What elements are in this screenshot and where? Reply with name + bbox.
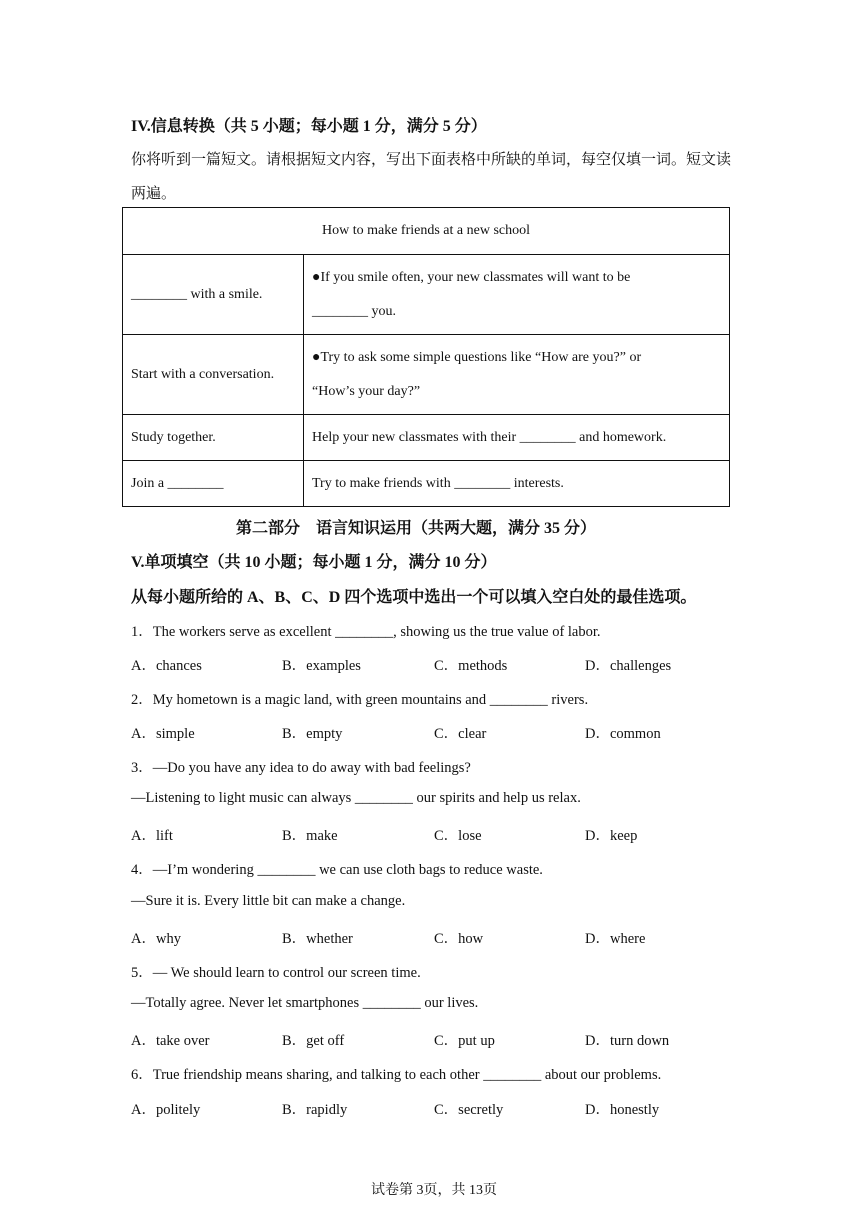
question-3-option-b: B．make bbox=[282, 828, 338, 844]
question-2-option-a: A．simple bbox=[131, 726, 195, 742]
table-cell-left: Study together. bbox=[123, 415, 304, 461]
question-6-option-b: B．rapidly bbox=[282, 1102, 348, 1118]
question-5-option-c: C．put up bbox=[434, 1033, 495, 1049]
table-cell-text: ●If you smile often, your new classmates will want to be bbox=[312, 269, 631, 285]
question-4-stem-line2: —Sure it is. Every little bit can make a change. bbox=[131, 893, 406, 909]
question-1-option-a: A．chances bbox=[131, 658, 202, 674]
question-2-option-c: C．clear bbox=[434, 726, 487, 742]
table-title: How to make friends at a new school bbox=[123, 208, 730, 255]
section-5-instruction: 从每小题所给的 A、B、C、D 四个选项中选出一个可以填入空白处的最佳选项。 bbox=[131, 589, 697, 606]
table-row bbox=[123, 461, 730, 507]
table-cell-right bbox=[304, 255, 730, 335]
question-1-stem: 1．The workers serve as excellent ________, showing us the true value of labor. bbox=[131, 624, 601, 640]
table-cell-right: Help your new classmates with their ________ and homework. bbox=[304, 415, 730, 461]
table-cell-text: ●Try to ask some simple questions like “How are you?” or bbox=[312, 349, 642, 365]
question-5-option-b: B．get off bbox=[282, 1033, 345, 1049]
info-transfer-table bbox=[122, 207, 730, 507]
table-cell-left: Start with a conversation. bbox=[123, 335, 304, 415]
question-4-option-a: A．why bbox=[131, 931, 181, 947]
question-5-option-d: D．turn down bbox=[585, 1033, 670, 1049]
question-4-option-b: B．whether bbox=[282, 931, 353, 947]
part-2-heading: 第二部分 语言知识运用（共两大题，满分 35 分） bbox=[236, 520, 597, 537]
table-row bbox=[123, 255, 730, 335]
question-3-option-a: A．lift bbox=[131, 828, 173, 844]
question-5-stem: 5．— We should learn to control our screen time. bbox=[131, 965, 421, 981]
question-4-option-d: D．where bbox=[585, 931, 646, 947]
question-6-option-a: A．politely bbox=[131, 1102, 201, 1118]
question-5-option-a: A．take over bbox=[131, 1033, 210, 1049]
table-row bbox=[123, 415, 730, 461]
question-5-stem-line2: —Totally agree. Never let smartphones ________ our lives. bbox=[131, 995, 479, 1011]
table-cell-right bbox=[304, 335, 730, 415]
table-cell-left: Join a ________ bbox=[123, 461, 304, 507]
question-3-option-d: D．keep bbox=[585, 828, 638, 844]
table-cell-right: Try to make friends with ________ interests. bbox=[304, 461, 730, 507]
section-4-instruction-line2: 两遍。 bbox=[131, 186, 177, 202]
question-2-option-b: B．empty bbox=[282, 726, 343, 742]
question-2-stem: 2．My hometown is a magic land, with green mountains and ________ rivers. bbox=[131, 692, 589, 708]
table-cell-text: ________ you. bbox=[312, 303, 396, 319]
question-4-stem: 4．—I’m wondering ________ we can use cloth bags to reduce waste. bbox=[131, 862, 543, 878]
question-6-option-c: C．secretly bbox=[434, 1102, 504, 1118]
table-row bbox=[123, 335, 730, 415]
question-1-option-d: D．challenges bbox=[585, 658, 672, 674]
question-4-option-c: C．how bbox=[434, 931, 484, 947]
question-3-option-c: C．lose bbox=[434, 828, 482, 844]
question-6-stem: 6．True friendship means sharing, and talking to each other ________ about our problems. bbox=[131, 1067, 662, 1083]
question-1-option-c: C．methods bbox=[434, 658, 508, 674]
section-4-instruction-line1: 你将听到一篇短文。请根据短文内容，写出下面表格中所缺的单词，每空仅填一词。短文读 bbox=[131, 152, 732, 168]
question-1-option-b: B．examples bbox=[282, 658, 361, 674]
question-3-stem: 3．—Do you have any idea to do away with bad feelings? bbox=[131, 760, 471, 776]
table-cell-text: “How’s your day?” bbox=[312, 383, 421, 399]
question-2-option-d: D．common bbox=[585, 726, 661, 742]
section-5-heading: V.单项填空（共 10 小题；每小题 1 分，满分 10 分） bbox=[131, 554, 497, 571]
section-4-heading: IV.信息转换（共 5 小题；每小题 1 分，满分 5 分） bbox=[131, 118, 487, 135]
question-3-stem-line2: —Listening to light music can always ________ our spirits and help us relax. bbox=[131, 790, 581, 806]
question-6-option-d: D．honestly bbox=[585, 1102, 660, 1118]
page-footer: 试卷第 3页，共 13页 bbox=[371, 1183, 497, 1198]
table-cell-left: ________ with a smile. bbox=[123, 255, 304, 335]
